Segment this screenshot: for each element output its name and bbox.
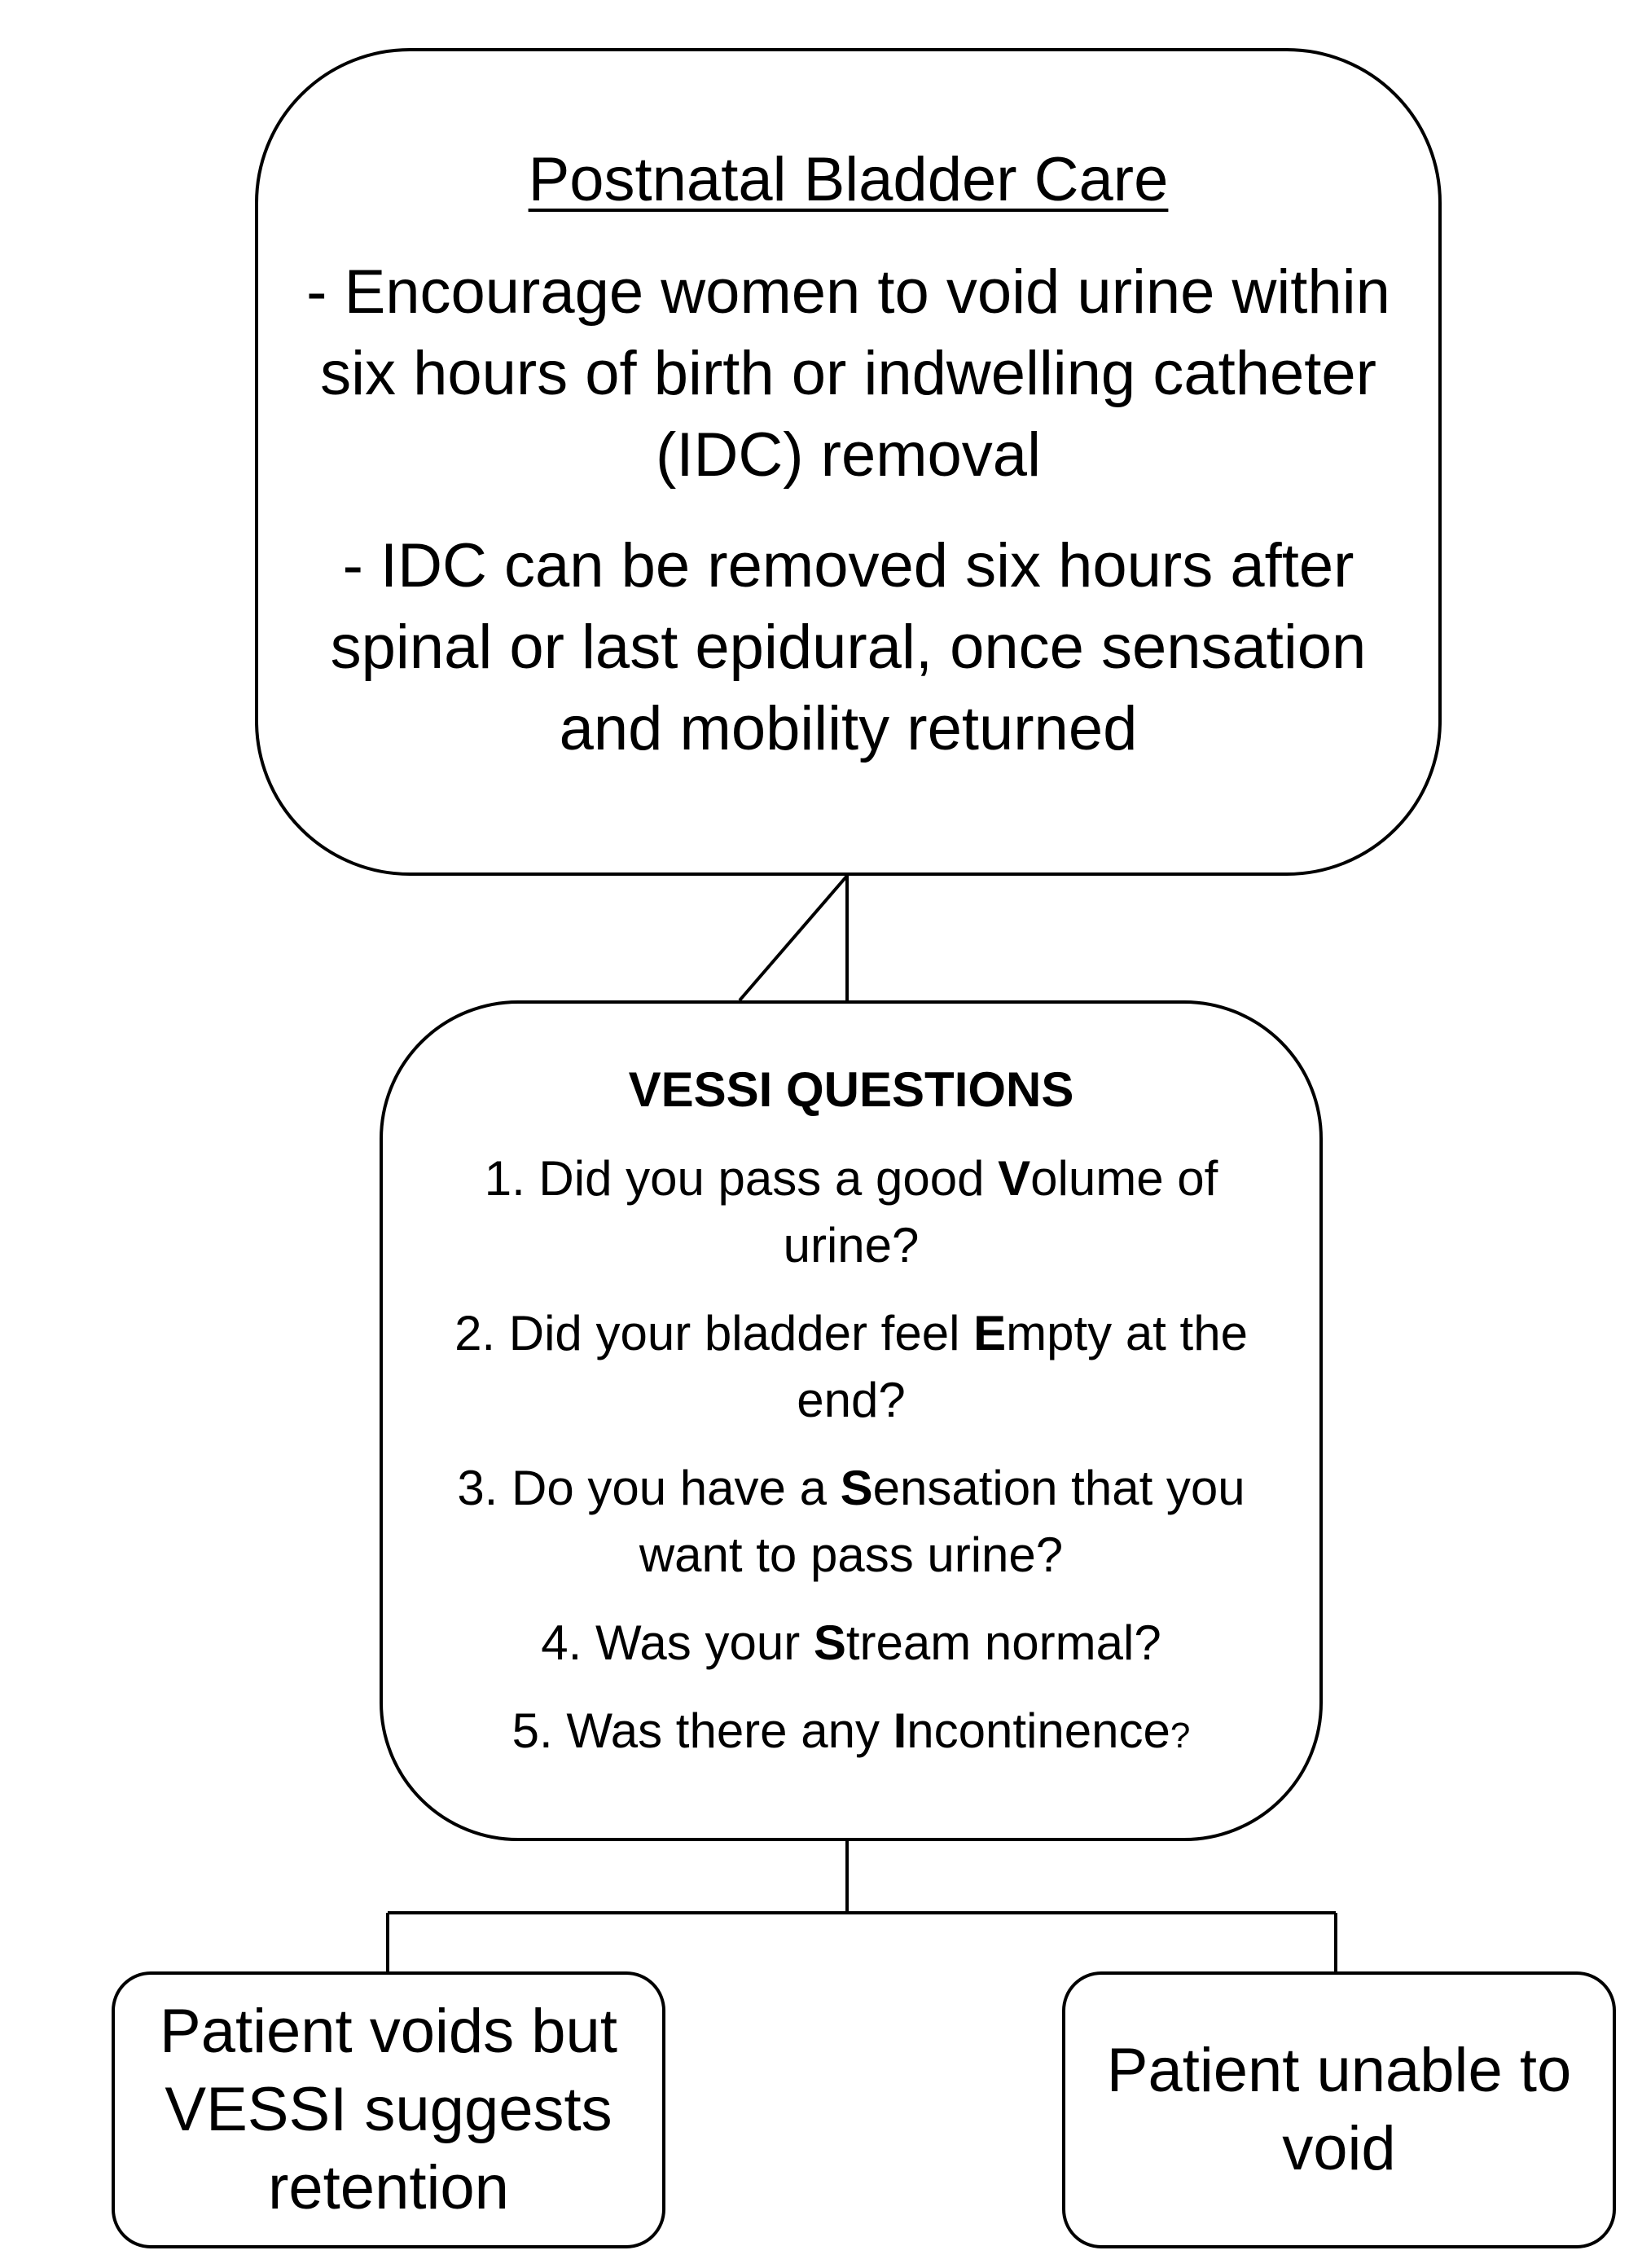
care-point-idc-removal: - IDC can be removed six hours after spinal or last epidural, once sensation and mobility returned (330, 531, 1367, 763)
question-key-letter: I (893, 1703, 907, 1758)
postnatal-bladder-care-box (255, 48, 1442, 876)
vessi-question-volume (383, 1145, 1319, 1279)
question-text: olume of urine? (783, 1151, 1218, 1272)
vessi-question-empty (383, 1300, 1319, 1434)
outcome-retention-box (112, 1971, 665, 2248)
vessi-questions-box (380, 1000, 1323, 1841)
outcome-retention-text: Patient voids but VESSI suggests retention (160, 1997, 617, 2222)
question-key-letter: E (973, 1306, 1007, 1360)
question-key-letter: V (998, 1151, 1031, 1206)
question-text: 3. Do you have a (457, 1461, 841, 1515)
postnatal-bladder-care-title: Postnatal Bladder Care (528, 145, 1169, 214)
question-key-letter: S (840, 1461, 873, 1515)
vessi-question-sensation (383, 1455, 1319, 1589)
vessi-questions-title: VESSI QUESTIONS (628, 1062, 1074, 1117)
outcome-unable-to-void-box (1062, 1971, 1616, 2248)
question-text: tream normal? (845, 1615, 1161, 1670)
question-text: 1. Did you pass a good (484, 1151, 999, 1206)
question-end-mark: ? (1170, 1716, 1191, 1756)
vessi-question-stream (500, 1610, 1201, 1677)
question-text: 2. Did your bladder feel (454, 1306, 974, 1360)
question-text: ensation that you want to pass urine? (639, 1461, 1245, 1582)
question-text: ncontinence (907, 1703, 1170, 1758)
question-text: 4. Was your (541, 1615, 814, 1670)
outcome-unable-to-void-text: Patient unable to void (1106, 2036, 1572, 2183)
care-point-void-urine: - Encourage women to void urine within six hours of birth or indwelling catheter (IDC) removal (306, 257, 1390, 490)
question-key-letter: S (813, 1615, 846, 1670)
question-text: mpty at the end? (797, 1306, 1248, 1427)
question-text: 5. Was there any (511, 1703, 893, 1758)
connector-top-to-vessi-diagonal (740, 876, 847, 1000)
vessi-question-incontinence (472, 1698, 1232, 1769)
